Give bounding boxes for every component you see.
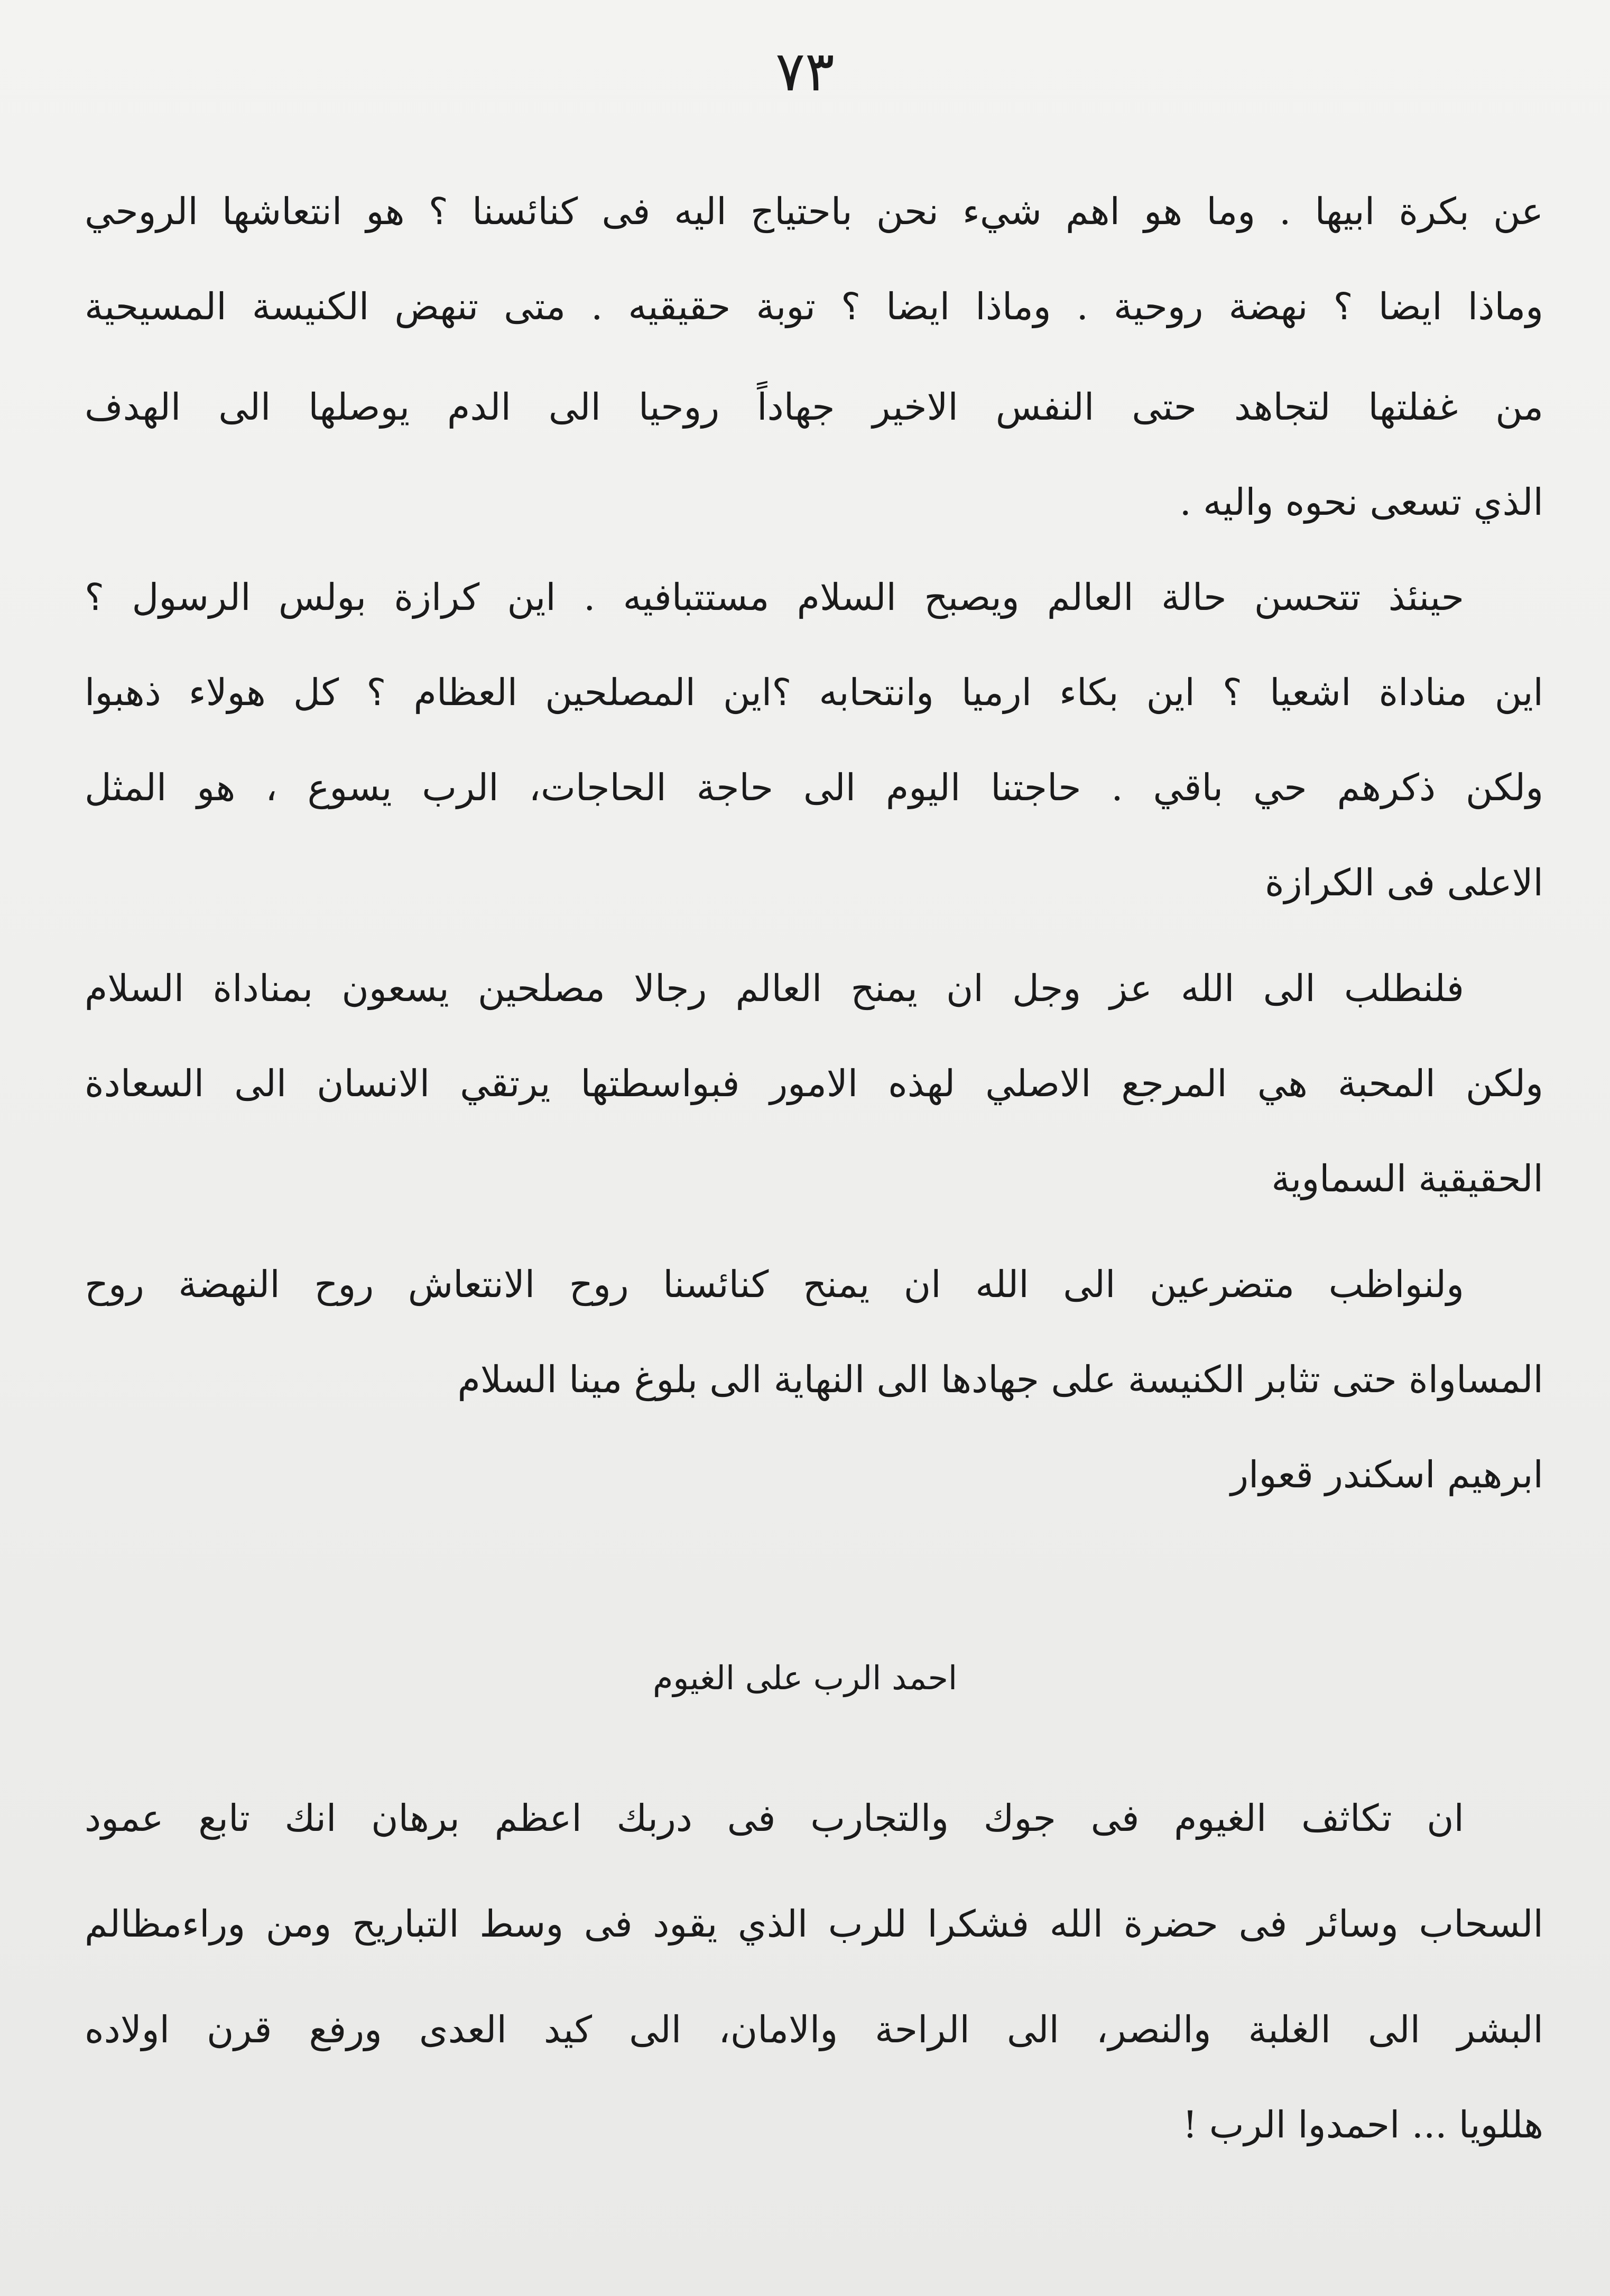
text-line: المساواة حتى تثابر الكنيسة على جهادها الى النهاية الى بلوغ مينا السلام xyxy=(457,1358,1543,1401)
text-line: السحاب وسائر فى حضرة الله فشكرا للرب الذي يقود فى وسط التباريح ومن وراءمظالم xyxy=(85,1902,1543,1946)
text-line: من غفلتها لتجاهد حتى النفس الاخير جهاداً روحيا الى الدم يوصلها الى الهدف xyxy=(85,385,1543,429)
text-line: ولكن المحبة هي المرجع الاصلي لهذه الامور فبواسطتها يرتقي الانسان الى السعادة xyxy=(85,1062,1543,1105)
text-line: الاعلى فى الكرازة xyxy=(1265,861,1543,904)
text-line: حينئذ تتحسن حالة العالم ويصبح السلام مستتبافيه . اين كرازة بولس الرسول ؟ xyxy=(85,576,1464,619)
text-line: فلنطلب الى الله عز وجل ان يمنح العالم رجالا مصلحين يسعون بمناداة السلام xyxy=(85,967,1464,1010)
text-line: هللويا ... احمدوا الرب ! xyxy=(1182,2103,1543,2146)
author-signature: ابرهيم اسكندر قعوار xyxy=(1230,1453,1543,1496)
text-line: عن بكرة ابيها . وما هو اهم شيء نحن باحتياج اليه فى كنائسنا ؟ هو انتعاشها الروحي xyxy=(85,190,1543,233)
text-line: البشر الى الغلبة والنصر، الى الراحة والامان، الى كيد العدى ورفع قرن اولاده xyxy=(85,2008,1543,2051)
text-line: الحقيقية السماوية xyxy=(1271,1157,1543,1200)
text-line: الذي تسعى نحوه واليه . xyxy=(1179,480,1543,524)
text-line: ان تكاثف الغيوم فى جوك والتجارب فى دربك اعظم برهان انك تابع عمود xyxy=(85,1797,1464,1840)
text-line: وماذا ايضا ؟ نهضة روحية . وماذا ايضا ؟ توبة حقيقيه . متى تنهض الكنيسة المسيحية xyxy=(85,285,1543,328)
text-line: ولنواظب متضرعين الى الله ان يمنح كنائسنا روح الانتعاش روح النهضة روح xyxy=(85,1263,1464,1306)
section-title: احمد الرب على الغيوم xyxy=(652,1659,958,1697)
text-line: ولكن ذكرهم حي باقي . حاجتنا اليوم الى حاجة الحاجات، الرب يسوع ، هو المثل xyxy=(85,766,1543,809)
text-line: اين مناداة اشعيا ؟ اين بكاء ارميا وانتحابه ؟اين المصلحين العظام ؟ كل هولاء ذهبوا xyxy=(85,671,1543,714)
page-number: ٧٣ xyxy=(775,39,835,104)
